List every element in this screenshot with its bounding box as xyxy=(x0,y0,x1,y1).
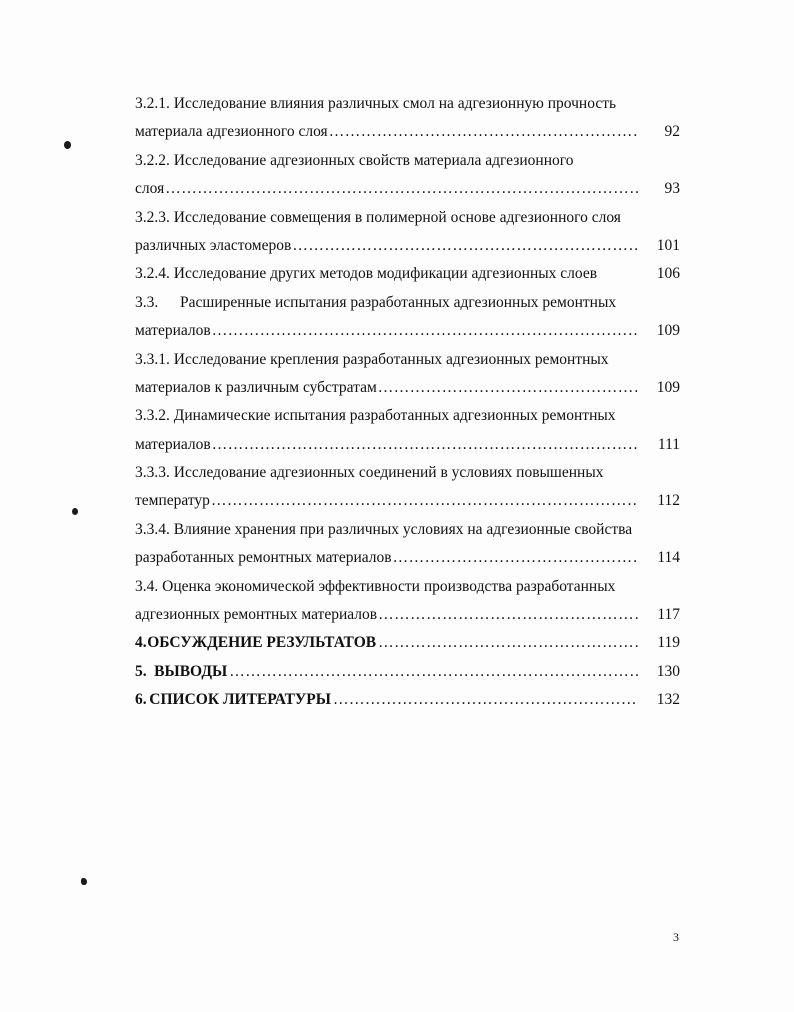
toc-line xyxy=(135,260,680,288)
leader-dots xyxy=(393,544,638,572)
toc-entry-text: Расширенные испытания разработанных адгезионных ремонтных xyxy=(180,293,617,311)
toc-entry-text: 3.3.2. Динамические испытания разработанных адгезионных ремонтных xyxy=(135,407,616,425)
leader-dots xyxy=(165,175,638,203)
chapter-number: 4. xyxy=(135,634,147,652)
toc-line xyxy=(135,374,680,402)
toc-entry-text: 3.2.2. Исследование адгезионных свойств материала адгезионного xyxy=(135,151,574,169)
toc-section-number: 3.3. xyxy=(135,293,159,311)
toc-chapter-line xyxy=(135,658,680,686)
toc-entry-text: 3.3.4. Влияние хранения при различных условиях на адгезионные свойства xyxy=(135,520,633,538)
toc-entry-text: различных эластомеров xyxy=(135,236,292,254)
toc-page-number: 109 xyxy=(656,322,680,340)
toc-line xyxy=(135,544,680,572)
leader-dots xyxy=(211,487,638,515)
toc-entry-text: материалов xyxy=(135,322,211,340)
toc-line xyxy=(135,487,680,515)
scan-speck xyxy=(64,141,71,149)
leader-dots xyxy=(378,374,638,402)
leader-dots xyxy=(329,118,638,146)
toc-chapter-line xyxy=(135,686,680,714)
leader-dots xyxy=(378,601,638,629)
table-of-contents xyxy=(135,90,680,715)
scan-speck xyxy=(72,508,78,515)
toc-line xyxy=(135,175,680,203)
toc-line xyxy=(135,147,680,175)
toc-entry-text: температур xyxy=(135,492,210,510)
leader-dots xyxy=(212,317,638,345)
toc-entry-text: 3.3.3. Исследование адгезионных соединений в условиях повышенных xyxy=(135,464,604,482)
toc-line xyxy=(135,317,680,345)
toc-entry-text: 3.2.3. Исследование совмещения в полимерной основе адгезионного слоя xyxy=(135,208,621,226)
page-number: 3 xyxy=(673,930,679,944)
toc-entry-text: материалов xyxy=(135,435,211,453)
leader-dots xyxy=(378,629,638,657)
toc-line xyxy=(135,516,680,544)
toc-entry-text: 3.4. Оценка экономической эффективности производства разработанных xyxy=(135,577,616,595)
chapter-number: 5. xyxy=(135,662,147,680)
toc-line xyxy=(135,118,680,146)
chapter-title: СПИСОК ЛИТЕРАТУРЫ xyxy=(149,691,331,709)
toc-line xyxy=(135,431,680,459)
toc-line xyxy=(135,90,680,118)
toc-page-number: 111 xyxy=(657,435,680,453)
toc-line xyxy=(135,204,680,232)
toc-chapter-line xyxy=(135,629,680,657)
toc-page-number: 119 xyxy=(657,634,680,652)
chapter-number: 6. xyxy=(135,691,147,709)
toc-entry-text: 3.2.1. Исследование влияния различных смол на адгезионную прочность xyxy=(135,95,617,112)
toc-page-number: 93 xyxy=(664,180,680,198)
leader-dots xyxy=(292,232,638,260)
toc-entry-text: материала адгезионного слоя xyxy=(135,123,328,141)
toc-line xyxy=(135,346,680,374)
toc-page-number: 92 xyxy=(664,123,680,141)
leader-dots xyxy=(212,431,638,459)
toc-page-number: 106 xyxy=(656,265,680,283)
toc-entry-text: материалов к различным субстратам xyxy=(135,378,377,396)
toc-entry-text: 3.2.4. Исследование других методов модификации адгезионных слоев xyxy=(135,265,598,283)
toc-line xyxy=(135,459,680,487)
toc-line xyxy=(135,402,680,430)
toc-line xyxy=(135,232,680,260)
toc-line xyxy=(135,289,680,317)
toc-entry-text: слоя xyxy=(135,180,165,198)
toc-page-number: 130 xyxy=(656,662,680,680)
toc-line xyxy=(135,601,680,629)
leader-dots xyxy=(333,686,638,714)
chapter-title: ОБСУЖДЕНИЕ РЕЗУЛЬТАТОВ xyxy=(147,634,377,652)
scan-speck xyxy=(81,878,87,885)
chapter-title: ВЫВОДЫ xyxy=(154,662,228,680)
toc-page-number: 132 xyxy=(656,691,680,709)
toc-page-number: 114 xyxy=(657,549,680,567)
toc-page-number: 101 xyxy=(656,236,680,254)
toc-entry-text: адгезионных ремонтных материалов xyxy=(135,606,378,624)
toc-entry-text: 3.3.1. Исследование крепления разработанных адгезионных ремонтных xyxy=(135,350,609,368)
toc-page-number: 109 xyxy=(656,378,680,396)
leader-dots xyxy=(229,658,638,686)
toc-page-number: 117 xyxy=(657,606,680,624)
toc-page-number: 112 xyxy=(657,492,680,510)
toc-entry-text: разработанных ремонтных материалов xyxy=(135,549,392,567)
toc-line xyxy=(135,573,680,601)
